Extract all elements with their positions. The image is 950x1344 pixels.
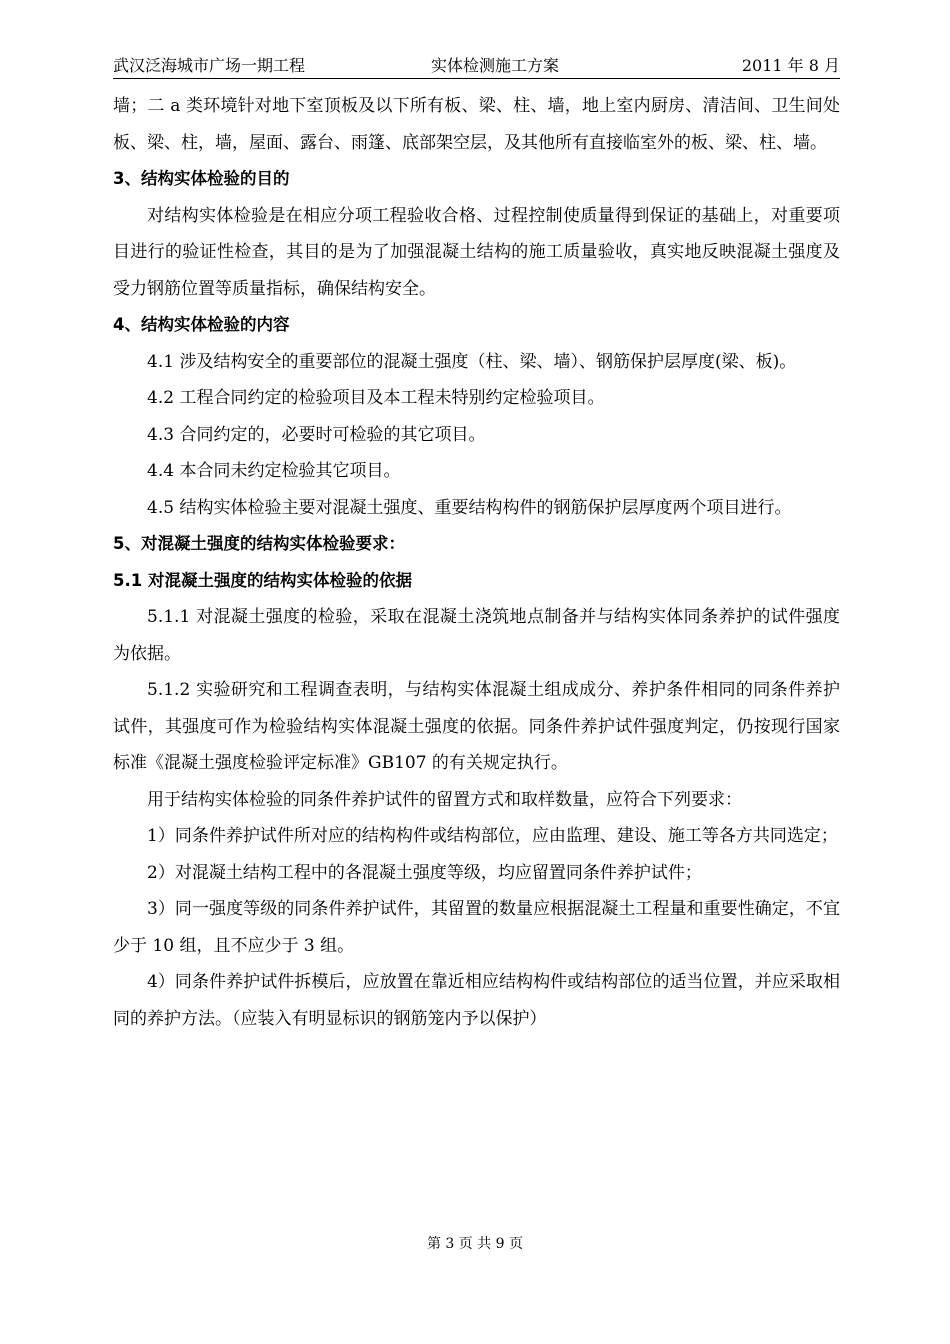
item-5-1-2: 5.1.2 实验研究和工程调查表明，与结构实体混凝土组成成分、养护条件相同的同条件养护试件，其强度可作为检验结构实体混凝土强度的依据。同条件养护试件强度判定，仍按现行国家标准《混凝土强度检验评定标准》GB107 的有关规定执行。 — [113, 680, 840, 773]
item-5-1-1: 5.1.1 对混凝土强度的检验，采取在混凝土浇筑地点制备并与结构实体同条养护的试件强度为依据。 — [113, 607, 840, 664]
page-header — [113, 52, 840, 79]
requirement-2: 2）对混凝土结构工程中的各混凝土强度等级，均应留置同条件养护试件； — [147, 862, 702, 883]
item-4-5: 4.5 结构实体检验主要对混凝土强度、重要结构构件的钢筋保护层厚度两个项目进行。 — [147, 497, 792, 518]
item-4-1: 4.1 涉及结构安全的重要部位的混凝土强度（柱、梁、墙）、钢筋保护层厚度(梁、板)。 — [147, 351, 797, 372]
requirements-intro: 用于结构实体检验的同条件养护试件的留置方式和取样数量，应符合下列要求： — [147, 789, 742, 810]
item-4-3: 4.3 合同约定的，必要时可检验的其它项目。 — [147, 424, 486, 445]
page-body — [113, 88, 840, 1037]
section-3-heading: 3、结构实体检验的目的 — [113, 169, 290, 188]
section-5-heading: 5、对混凝土强度的结构实体检验要求： — [113, 534, 405, 553]
section-4-heading: 4、结构实体检验的内容 — [113, 315, 290, 334]
item-4-2: 4.2 工程合同约定的检验项目及本工程未特别约定检验项目。 — [147, 388, 605, 408]
requirement-4: 4）同条件养护试件拆模后，应放置在靠近相应结构构件或结构部位的适当位置，并应采取相同的养护方法。（应装入有明显标识的钢筋笼内予以保护） — [113, 972, 840, 1029]
page-number: 第 3 页 共 9 页 — [426, 1236, 524, 1252]
item-4-4: 4.4 本合同未约定检验其它项目。 — [147, 461, 401, 481]
requirement-3: 3）同一强度等级的同条件养护试件，其留置的数量应根据混凝土工程量和重要性确定，不宜少于 10 组，且不应少于 3 组。 — [113, 899, 840, 956]
header-project-name: 武汉泛海城市广场一期工程 — [113, 56, 306, 75]
header-date: 2011 年 8 月 — [741, 56, 840, 75]
section-5-1-heading: 5.1 对混凝土强度的结构实体检验的依据 — [113, 570, 412, 590]
section-3-paragraph: 对结构实体检验是在相应分项工程验收合格、过程控制使质量得到保证的基础上，对重要项目进行的验证性检查，其目的是为了加强混凝土结构的施工质量验收，真实地反映混凝土强度及受力钢筋位置等质量指标，确保结构安全。 — [113, 205, 840, 299]
paragraph-environment-continued: 墙；二 a 类环境针对地下室顶板及以下所有板、梁、柱、墙，地上室内厨房、清洁间、卫生间处板、梁、柱，墙，屋面、露台、雨篷、底部架空层，及其他所有直接临室外的板、梁、柱、墙。 — [113, 96, 840, 153]
page-footer — [0, 1233, 950, 1253]
requirement-1: 1）同条件养护试件所对应的结构构件或结构部位，应由监理、建设、施工等各方共同选定； — [147, 826, 838, 846]
header-document-title: 实体检测施工方案 — [431, 56, 560, 75]
